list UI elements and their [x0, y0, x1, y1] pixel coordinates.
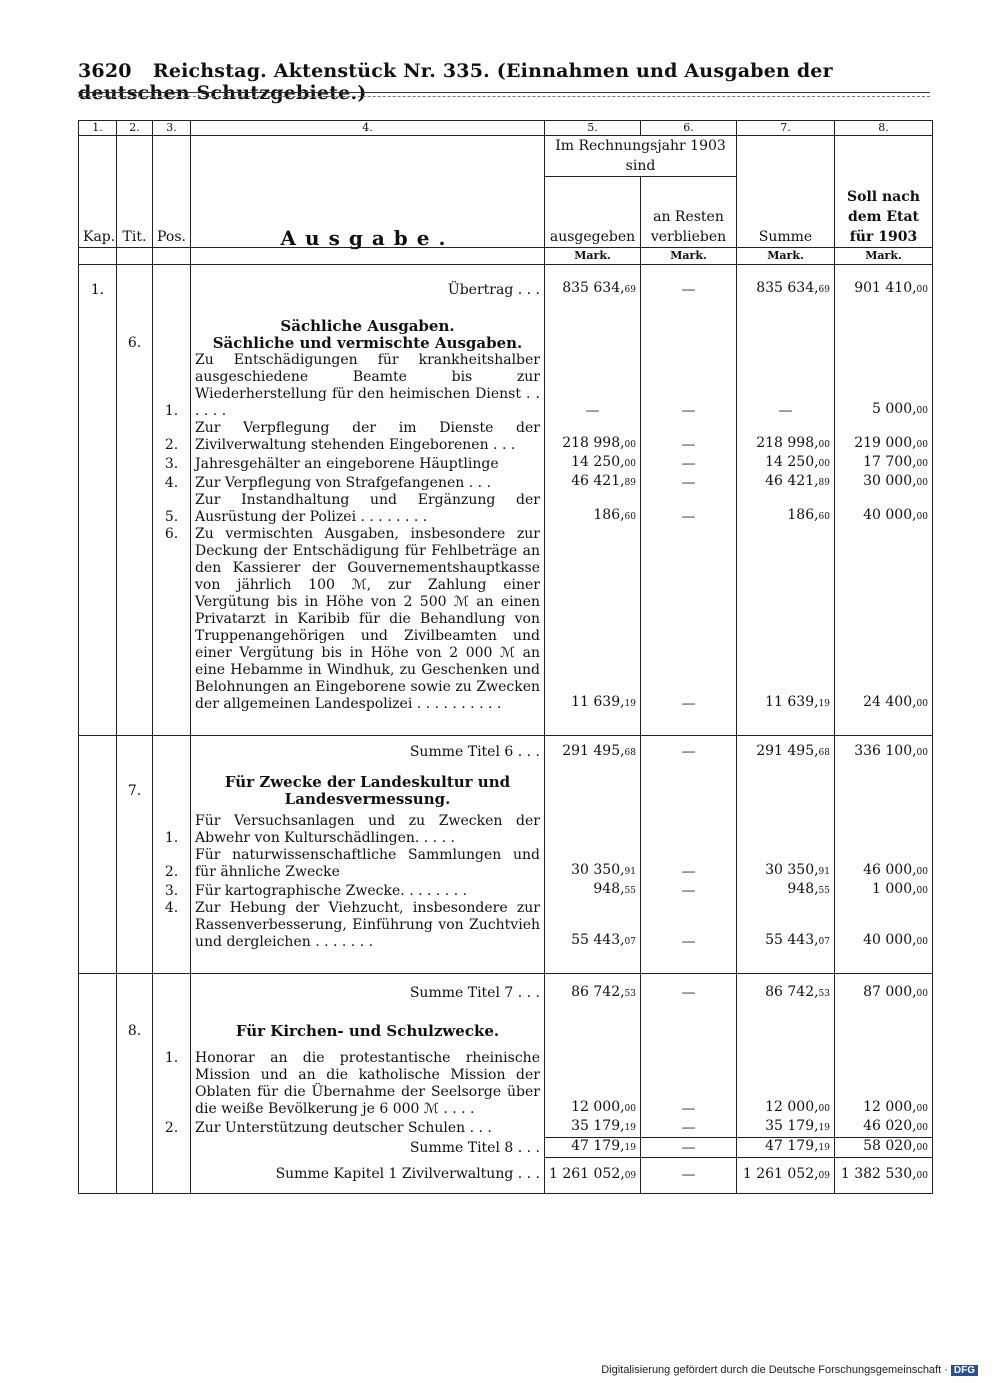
item-text: Zu vermischten Ausgaben, insbesondere zur Deckung der Entschädigung für Fehlbeträge an den Kassierer der Gouvernementshauptkasse von jährlich 100 ℳ, zur Zahlung einer Vergütung bis in Höhe von 2 500 ℳ an einen Privatarzt in Karibib für die Behandlung von Truppenangehörigen und Zivilbeamten und einer Vergütung bis in Höhe von 2 000 ℳ an eine Hebamme in Windhuk, zu Geschenken und Belohnungen an Eingeborene sowie zu Zwecken der allgemeinen Landespolizei . . . . . . . . . .: [191, 526, 545, 713]
table-row: [79, 352, 933, 420]
kap-number: 1.: [79, 265, 117, 299]
table-row: [79, 1050, 933, 1118]
amount: 30 350,91: [737, 847, 835, 881]
amount: 17 700,00: [835, 454, 933, 473]
summe-label: Summe Titel 6 . . .: [191, 735, 545, 769]
table-row-summe-titel-8: [79, 1137, 933, 1157]
amount: 12 000,00: [545, 1050, 641, 1118]
item-text: Zur Verpflegung von Strafgefangenen . . .: [191, 473, 545, 492]
amount: 12 000,00: [835, 1050, 933, 1118]
dash: —: [641, 847, 737, 881]
item-text: Zur Verpflegung der im Dienste der Zivilverwaltung stehenden Eingeborenen . . .: [191, 420, 545, 454]
amount: 30 000,00: [835, 473, 933, 492]
summe-label: Summe Titel 8 . . .: [191, 1137, 545, 1157]
col-pos: Pos.: [153, 136, 191, 248]
tit-number: 6.: [117, 335, 153, 352]
item-text: Honorar an die protestantische rheinische Mission und an die katholische Mission der Oblaten für die Übernahme der Seelsorge über die weiße Bevölkerung je 6 000 ℳ . . . .: [191, 1050, 545, 1118]
table-row: [79, 847, 933, 881]
pos-number: 5.: [153, 492, 191, 526]
col-num-1: 1.: [79, 121, 117, 136]
amount: 47 179,19: [545, 1137, 641, 1157]
ledger-table: [78, 120, 933, 1194]
amount: 186,60: [737, 492, 835, 526]
amount: 24 400,00: [835, 526, 933, 713]
amount: 35 179,19: [545, 1118, 641, 1138]
dash: —: [641, 1137, 737, 1157]
pos-number: 4.: [153, 900, 191, 951]
header-rule-dashed: [78, 96, 930, 97]
dash: —: [641, 1157, 737, 1193]
amount: 186,60: [545, 492, 641, 526]
titel-heading: Sächliche und vermischte Ausgaben.: [191, 335, 545, 352]
col-kap: Kap.: [79, 136, 117, 248]
pos-number: 3.: [153, 881, 191, 900]
ledger-body: [79, 265, 933, 1194]
dash: —: [641, 735, 737, 769]
amount: 30 350,91: [545, 847, 641, 881]
amount: 58 020,00: [835, 1137, 933, 1157]
col-num-6: 6.: [641, 121, 737, 136]
col-ausgabe: Ausgabe.: [191, 136, 545, 248]
amount: 46 421,89: [545, 473, 641, 492]
item-text: Für naturwissenschaftliche Sammlungen und für ähnliche Zwecke: [191, 847, 545, 881]
amount: 1 382 530,00: [835, 1157, 933, 1193]
amount: 35 179,19: [737, 1118, 835, 1138]
amount: 46 000,00: [835, 847, 933, 881]
titel-heading: Für Zwecke der Landeskultur und Landesvermessung.: [191, 769, 545, 813]
table-row: [79, 420, 933, 454]
titel-heading: Für Kirchen- und Schulzwecke.: [191, 1014, 545, 1050]
item-text: Zur Unterstützung deutscher Schulen . . .: [191, 1118, 545, 1138]
summe-label: Summe Kapitel 1 Zivilverwaltung . . .: [191, 1157, 545, 1193]
dash: —: [737, 352, 835, 420]
table-row-uebertrag: [79, 265, 933, 299]
page-title: Reichstag. Aktenstück Nr. 335. (Einnahmen und Ausgaben der deutschen Schutzgebiete.): [78, 60, 833, 104]
pos-number: 1.: [153, 813, 191, 847]
amount: 11 639,19: [737, 526, 835, 713]
table-row-summe-titel-6: [79, 735, 933, 769]
item-text: Zur Hebung der Viehzucht, insbesondere zur Rassenverbesserung, Einführung von Zuchtvieh und dergleichen . . . . . . .: [191, 900, 545, 951]
amount: 86 742,53: [545, 974, 641, 1014]
col-num-4: 4.: [191, 121, 545, 136]
pos-number: 6.: [153, 526, 191, 713]
amount: 218 998,00: [545, 420, 641, 454]
amount: 219 000,00: [835, 420, 933, 454]
page-number: 3620: [78, 60, 132, 82]
dash: —: [641, 526, 737, 713]
dash: —: [641, 1118, 737, 1138]
dash: —: [641, 473, 737, 492]
amount: 40 000,00: [835, 900, 933, 951]
amount: 40 000,00: [835, 492, 933, 526]
amount: 1 000,00: [835, 881, 933, 900]
item-text: Zu Entschädigungen für krankheitshalber ausgeschiedene Beamte bis zur Wiederherstellung für den heimischen Dienst . . . . . .: [191, 352, 545, 420]
amount: 11 639,19: [545, 526, 641, 713]
section-heading: Sächliche Ausgaben.: [191, 299, 545, 335]
unit-mark-8: Mark.: [835, 248, 933, 265]
dash: —: [641, 454, 737, 473]
pos-number: 2.: [153, 847, 191, 881]
col-num-8: 8.: [835, 121, 933, 136]
col-summe: Summe: [737, 136, 835, 248]
amount: 901 410,00: [835, 265, 933, 299]
tit-number: 8.: [117, 1014, 153, 1050]
table-row: [79, 492, 933, 526]
digitization-footer: [601, 1364, 978, 1376]
amount: 291 495,68: [545, 735, 641, 769]
pos-number: 1.: [153, 352, 191, 420]
amount: 55 443,07: [737, 900, 835, 951]
amount: 1 261 052,09: [545, 1157, 641, 1193]
header-rule: [78, 92, 930, 93]
dash: —: [641, 1050, 737, 1118]
amount: 55 443,07: [545, 900, 641, 951]
tit-number: 7.: [117, 769, 153, 813]
table-row: [79, 526, 933, 713]
amount: 47 179,19: [737, 1137, 835, 1157]
dash: —: [641, 420, 737, 454]
col-num-5: 5.: [545, 121, 641, 136]
col-resten: an Resten verblieben: [641, 177, 737, 248]
dash: —: [641, 265, 737, 299]
page-header: [78, 60, 930, 104]
table-row: [79, 881, 933, 900]
dash: —: [641, 881, 737, 900]
table-row: [79, 473, 933, 492]
dash: —: [545, 352, 641, 420]
dash: —: [641, 900, 737, 951]
col-soll: Soll nach dem Etat für 1903: [835, 136, 933, 248]
table-row: [79, 900, 933, 951]
dash: —: [641, 352, 737, 420]
amount: 218 998,00: [737, 420, 835, 454]
col-num-3: 3.: [153, 121, 191, 136]
pos-number: 4.: [153, 473, 191, 492]
amount: 835 634,69: [545, 265, 641, 299]
amount: 12 000,00: [737, 1050, 835, 1118]
item-text: Für kartographische Zwecke. . . . . . . .: [191, 881, 545, 900]
table-row-summe-titel-7: [79, 974, 933, 1014]
unit-mark-6: Mark.: [641, 248, 737, 265]
uebertrag-label: Übertrag . . .: [191, 265, 545, 299]
pos-number: 2.: [153, 420, 191, 454]
amount: 291 495,68: [737, 735, 835, 769]
unit-mark-5: Mark.: [545, 248, 641, 265]
item-text: Für Versuchsanlagen und zu Zwecken der Abwehr von Kulturschädlingen. . . . .: [191, 813, 545, 847]
pos-number: 3.: [153, 454, 191, 473]
amount: 948,55: [545, 881, 641, 900]
col-num-2: 2.: [117, 121, 153, 136]
col-tit: Tit.: [117, 136, 153, 248]
ledger-header: [79, 121, 933, 265]
col-num-7: 7.: [737, 121, 835, 136]
footer-text: Digitalisierung gefördert durch die Deutsche Forschungsgemeinschaft ·: [601, 1364, 948, 1376]
dash: —: [641, 492, 737, 526]
amount: 46 020,00: [835, 1118, 933, 1138]
amount: 1 261 052,09: [737, 1157, 835, 1193]
table-row: [79, 454, 933, 473]
dash: —: [641, 974, 737, 1014]
amount: 14 250,00: [737, 454, 835, 473]
amount: 948,55: [737, 881, 835, 900]
dfg-logo: DFG: [951, 1365, 978, 1376]
amount: 87 000,00: [835, 974, 933, 1014]
table-row: [79, 813, 933, 847]
unit-mark-7: Mark.: [737, 248, 835, 265]
item-text: Jahresgehälter an eingeborene Häuptlinge: [191, 454, 545, 473]
item-text: Zur Instandhaltung und Ergänzung der Ausrüstung der Polizei . . . . . . . .: [191, 492, 545, 526]
amount: 5 000,00: [835, 352, 933, 420]
amount: 336 100,00: [835, 735, 933, 769]
col-group-rechnungsjahr: Im Rechnungsjahr 1903 sind: [545, 136, 737, 177]
table-row-summe-kapitel-1: [79, 1157, 933, 1193]
amount: 835 634,69: [737, 265, 835, 299]
summe-label: Summe Titel 7 . . .: [191, 974, 545, 1014]
amount: 14 250,00: [545, 454, 641, 473]
col-ausgegeben: ausgegeben: [545, 177, 641, 248]
pos-number: 1.: [153, 1050, 191, 1118]
amount: 46 421,89: [737, 473, 835, 492]
amount: 86 742,53: [737, 974, 835, 1014]
table-row: [79, 1118, 933, 1138]
pos-number: 2.: [153, 1118, 191, 1138]
